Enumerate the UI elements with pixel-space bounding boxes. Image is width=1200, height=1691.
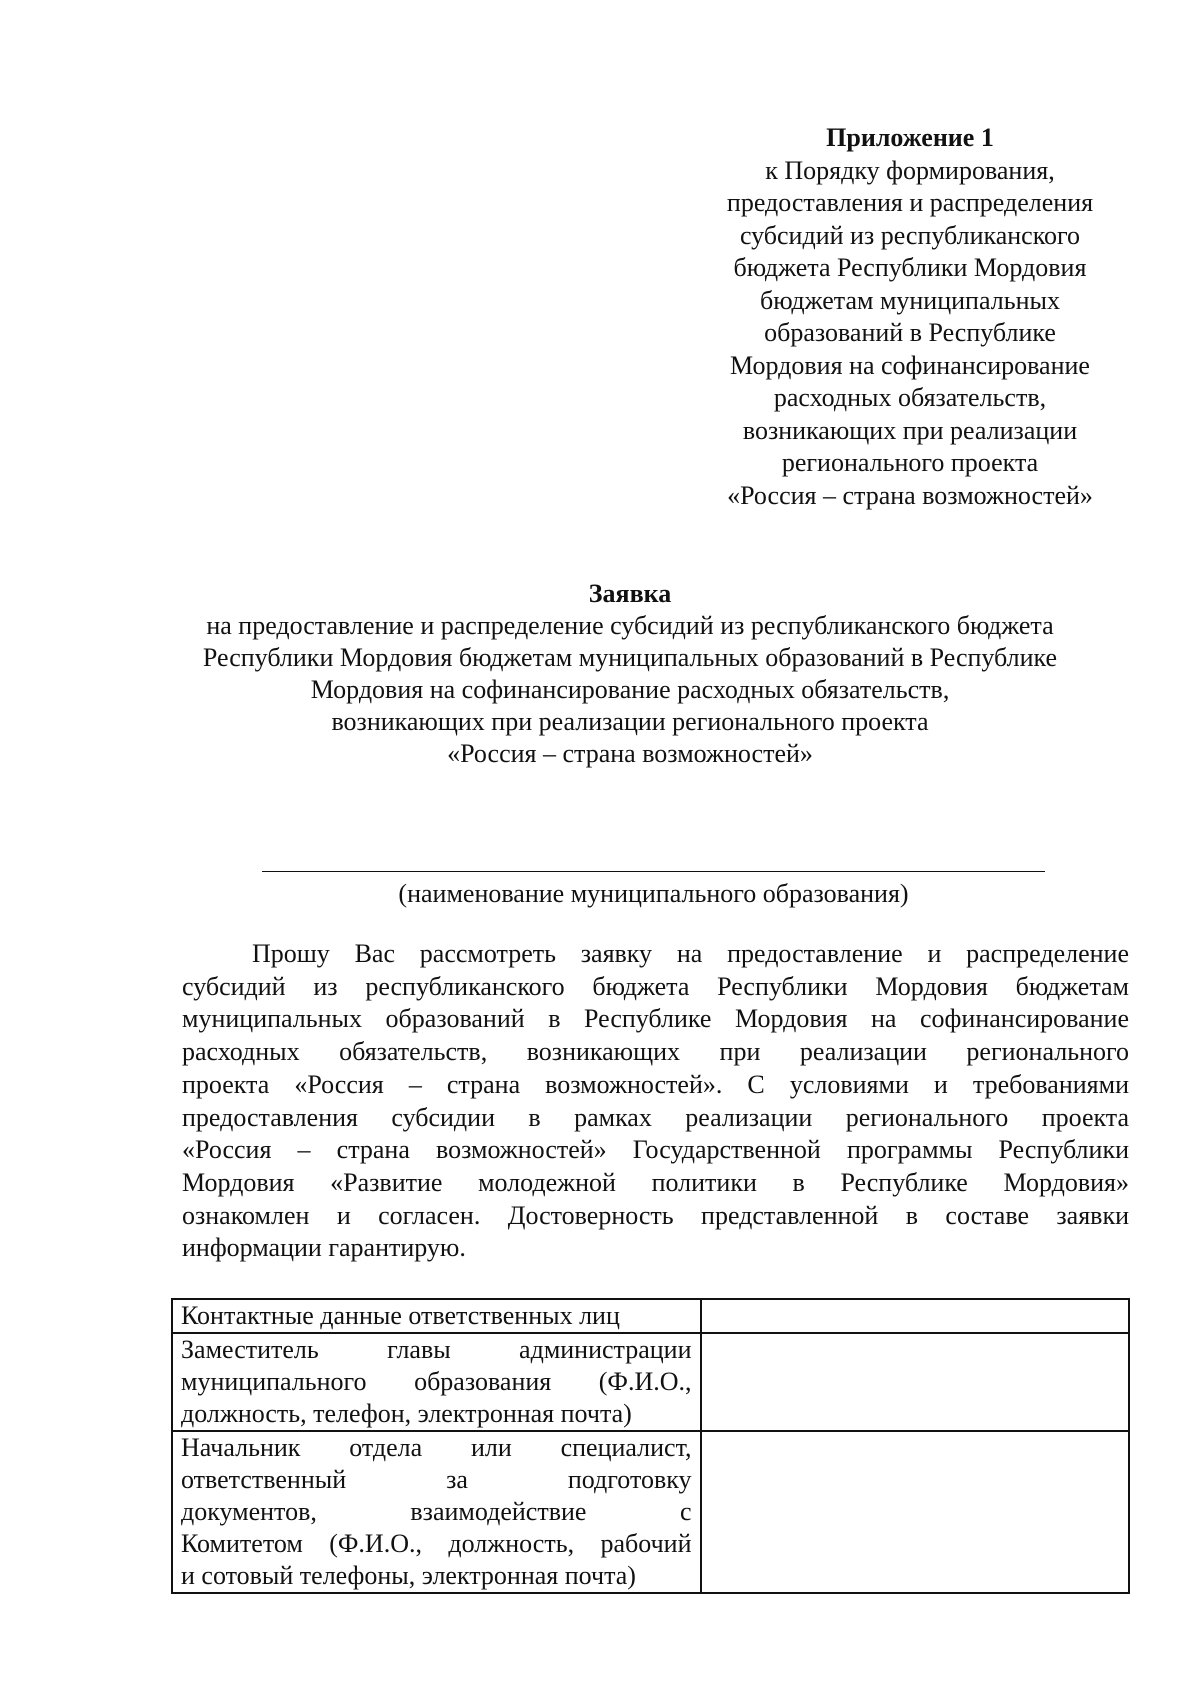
body-line: «Россия – страна возможностей» Государственной программы Республики (182, 1135, 1129, 1165)
body-line: Прошу Вас рассмотреть заявку на предоставление и распределение (252, 939, 1129, 968)
table-cell-label (172, 1333, 701, 1431)
appendix-line: предоставления и распределения (726, 188, 1094, 217)
body-line: субсидий из республиканского бюджета Республики Мордовия бюджетам (182, 971, 1129, 1001)
body-line: предоставления субсидии в рамках реализации регионального проекта (182, 1102, 1129, 1132)
cell-line: Комитетом (Ф.И.О., должность, рабочий (181, 1529, 692, 1558)
appendix-line: Мордовия на софинансирование (730, 350, 1090, 380)
appendix-line: субсидий из республиканского (739, 220, 1081, 250)
body-line: муниципальных образований в Республике Мордовия на софинансирование (182, 1004, 1129, 1034)
table-cell-value[interactable] (701, 1333, 1129, 1431)
table-cell-label (172, 1299, 701, 1333)
appendix-line: возникающих при реализации (742, 415, 1078, 445)
appendix-line: образований в Республике (764, 318, 1056, 347)
body-line: Мордовия «Развитие молодежной политики в Республике Мордовия» (182, 1167, 1129, 1197)
table-row (172, 1431, 1129, 1593)
municipality-caption: (наименование муниципального образования) (398, 879, 909, 908)
appendix-line: бюджета Республики Мордовия (733, 253, 1087, 282)
table-cell-value[interactable] (701, 1431, 1129, 1593)
body-line: расходных обязательств, возникающих при реализации регионального (182, 1037, 1129, 1067)
municipality-fill-line[interactable] (262, 871, 1045, 872)
request-title: Заявка (588, 579, 672, 608)
cell-line: Начальник отдела или специалист, (181, 1433, 692, 1462)
request-body-paragraph (182, 938, 1129, 1265)
appendix-line: расходных обязательств, (773, 383, 1047, 412)
table-row (172, 1333, 1129, 1431)
body-line: проекта «Россия – страна возможностей». С условиями и требованиями (182, 1069, 1129, 1099)
request-heading (150, 578, 1110, 770)
cell-line: ответственный за подготовку (181, 1465, 692, 1494)
request-line: на предоставление и распределение субсидий из республиканского бюджета (206, 611, 1054, 640)
cell-line: муниципального образования (Ф.И.О., (181, 1367, 692, 1396)
appendix-title: Приложение 1 (826, 123, 994, 152)
appendix-line: «Россия – страна возможностей» (727, 480, 1093, 510)
body-line: информации гарантирую. (182, 1233, 466, 1263)
appendix-line: к Порядку формирования, (765, 155, 1055, 185)
appendix-line: регионального проекта (781, 448, 1039, 477)
contacts-table (171, 1298, 1130, 1594)
request-line: Мордовия на софинансирование расходных обязательств, (310, 675, 950, 704)
appendix-line: бюджетам муниципальных (760, 285, 1060, 315)
request-line: «Россия – страна возможностей» (447, 739, 813, 768)
cell-line: документов, взаимодействие с (181, 1497, 692, 1526)
cell-line: и сотовый телефоны, электронная почта) (181, 1561, 636, 1590)
request-line: Республики Мордовия бюджетам муниципальных образований в Республике (202, 643, 1058, 672)
request-line: возникающих при реализации регионального проекта (331, 707, 929, 736)
table-row (172, 1299, 1129, 1333)
cell-line: Контактные данные ответственных лиц (181, 1301, 620, 1330)
cell-line: должность, телефон, электронная почта) (181, 1399, 632, 1428)
table-cell-value[interactable] (701, 1299, 1129, 1333)
table-cell-label (172, 1431, 701, 1593)
cell-line: Заместитель главы администрации (181, 1335, 692, 1364)
body-line: ознакомлен и согласен. Достоверность представленной в составе заявки (182, 1200, 1129, 1230)
appendix-block (680, 122, 1140, 512)
